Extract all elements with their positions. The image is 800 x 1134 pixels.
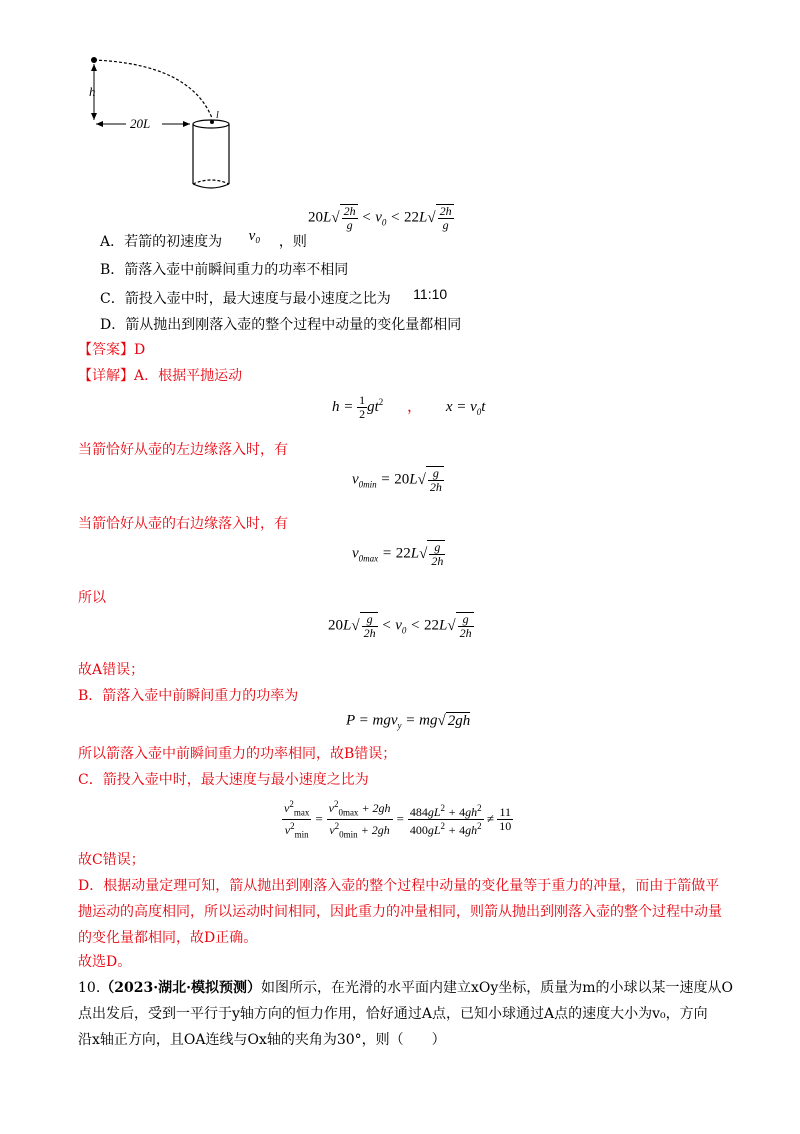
b-heading-line: B．箭落入壶中前瞬间重力的功率为: [78, 688, 299, 704]
q10-line-3: 沿x轴正方向，且OA连线与Ox轴的夹角为30°，则（ ）: [78, 1032, 446, 1048]
projectile-figure: [80, 50, 250, 195]
answer-line: 【答案】D: [78, 342, 146, 358]
option-d: D．箭从抛出到刚落入壶的整个过程中动量的变化量都相同: [100, 317, 462, 333]
option-a: A．若箭的初速度为 v₀ ，则: [100, 228, 307, 250]
c-heading-line: C．箭投入壶中时，最大速度与最小速度之比为: [78, 772, 369, 788]
d-line-1: D．根据动量定理可知，箭从抛出到刚落入壶的整个过程中动量的变化量等于重力的冲量，而由于箭做平: [78, 878, 720, 894]
d-line-2: 抛运动的高度相同，所以运动时间相同，因此重力的冲量相同，则箭从抛出到刚落入壶的整个过程中动量: [78, 904, 722, 920]
mouth-label: l: [216, 110, 219, 121]
right-edge-line: 当箭恰好从壶的右边缘落入时，有: [78, 516, 288, 532]
formula-power: P = mgv$_y$ = mg√ 2gh: [346, 712, 471, 731]
a-wrong-line: 故A错误；: [78, 662, 145, 678]
q10-line-1: 10.（2023·湖北·模拟预测）如图所示，在光滑的水平面内建立xOy坐标，质量为m的小球以某一速度从O: [78, 980, 734, 996]
formula-v0min: $v_{0min} = 20L√$ $\frac{g}{2h}$: [352, 466, 442, 494]
so-line: 所以: [78, 590, 106, 606]
q10-line-2: 点出发后，受到一平行于y轴方向的恒力作用，恰好通过A点，已知小球通过A点的速度大小为v₀，方向: [78, 1006, 708, 1022]
option-a-inequality: 20L√ $\frac{2h}{g}$ < $v_0 < 22L√$ $\frac{2h}{g}$: [308, 204, 452, 232]
c-wrong-line: 故C错误；: [78, 852, 145, 868]
formula-ratio: $\frac{v^2_{max}}{v^2_{min}}$ = $\frac{v^2_{0max} + 2gh}{v^2_{0min} + 2gh}$ = $\frac{484gL^2 + 4gh^2}{400gL^2 + 4gh^2}$ ≠ $\frac{11}{10}$: [284, 799, 512, 840]
option-c: C．箭投入壶中时，最大速度与最小速度之比为 11:10: [100, 286, 448, 307]
d-line-3: 的变化量都相同，故D正确。: [78, 930, 258, 946]
distance-label: 20L: [130, 116, 151, 131]
v0-symbol: v₀: [248, 228, 261, 244]
option-b: B．箭落入壶中前瞬间重力的功率不相同: [100, 262, 349, 278]
formula-projectile: h = $\frac{1}{2}$ $gt^2$ ， $x = v_0t$: [332, 393, 486, 421]
choose-line: 故选D。: [78, 954, 132, 970]
formula-v0max: $v_{0max} = 22L√$ $\frac{g}{2h}$: [352, 540, 444, 568]
trajectory-curve: [94, 60, 212, 118]
pot-cylinder: [193, 120, 229, 188]
left-edge-line: 当箭恰好从壶的左边缘落入时，有: [78, 442, 288, 458]
detail-heading: 【详解】A．根据平抛运动: [78, 368, 243, 384]
height-label: h: [89, 84, 96, 99]
formula-range: 20L√ $\frac{g}{2h}$ < $v_0 < 22L√$ $\frac{g}{2h}$: [328, 612, 472, 640]
b-conclusion-line: 所以箭落入壶中前瞬间重力的功率相同，故B错误；: [78, 746, 397, 762]
ratio-value: 11:10: [413, 286, 448, 302]
